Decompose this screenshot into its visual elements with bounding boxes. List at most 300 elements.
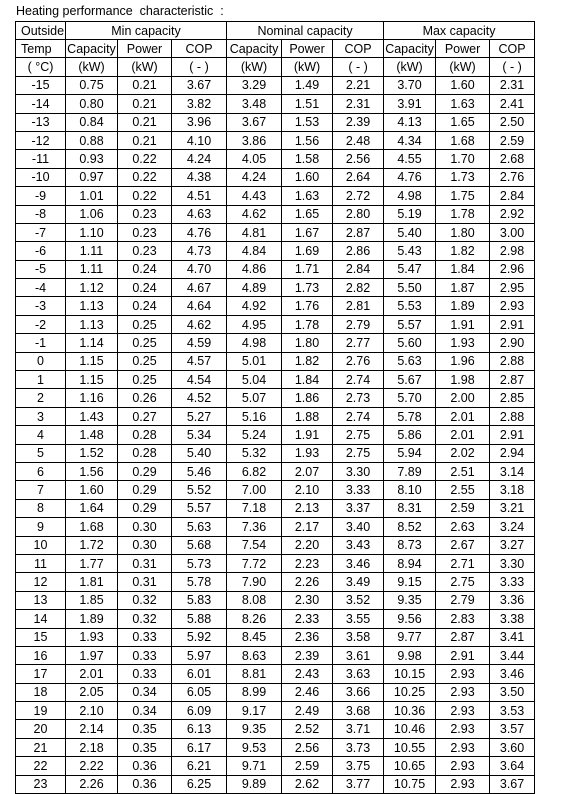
nominal-power-cell: 1.58: [282, 150, 333, 168]
nominal-cop-cell: 2.72: [333, 187, 384, 205]
nominal-capacity-cell: 8.08: [227, 591, 282, 609]
nominal-capacity-cell: 3.67: [227, 113, 282, 131]
min-power-cell: 0.33: [118, 646, 172, 664]
nominal-capacity-cell: 8.26: [227, 610, 282, 628]
min-capacity-cell: 1.48: [66, 426, 118, 444]
temp-cell: -12: [16, 131, 66, 149]
min-capacity-cell: 2.22: [66, 757, 118, 775]
nominal-capacity-cell: 4.24: [227, 168, 282, 186]
temp-cell: 8: [16, 499, 66, 517]
outside-header: Outside: [16, 22, 66, 40]
max-capacity-cell: 5.63: [384, 352, 436, 370]
min-capacity-cell: 1.14: [66, 334, 118, 352]
max-cop-cell: 2.88: [490, 352, 535, 370]
table-row: [16, 554, 535, 572]
nominal-power-cell: 1.78: [282, 315, 333, 333]
max-power-cell: 2.01: [436, 407, 490, 425]
nominal-capacity-cell: 8.81: [227, 665, 282, 683]
max-power-cell: 1.82: [436, 242, 490, 260]
max-capacity-cell: 9.98: [384, 646, 436, 664]
table-row: [16, 76, 535, 94]
nominal-cop-cell: 2.21: [333, 76, 384, 94]
max-cop-cell: 2.93: [490, 297, 535, 315]
table-row: [16, 205, 535, 223]
temp-cell: 4: [16, 426, 66, 444]
table-title: Heating performance characteristic :: [16, 4, 224, 18]
nominal-cop-cell: 3.46: [333, 554, 384, 572]
max-cop-cell: 2.41: [490, 95, 535, 113]
max-capacity-cell: 7.89: [384, 462, 436, 480]
nominal-capacity-cell: 4.81: [227, 223, 282, 241]
max-power-cell: 1.91: [436, 315, 490, 333]
min-power-cell: 0.24: [118, 297, 172, 315]
max-power-cell: 1.98: [436, 371, 490, 389]
max-capacity-cell: 5.78: [384, 407, 436, 425]
nominal-cop-cell: 3.52: [333, 591, 384, 609]
temp-header: Temp: [16, 40, 66, 58]
table-row: [16, 646, 535, 664]
temp-cell: 21: [16, 738, 66, 756]
min-capacity-cell: 1.43: [66, 407, 118, 425]
max-power-cell: 1.84: [436, 260, 490, 278]
nominal-capacity-cell: 7.72: [227, 554, 282, 572]
nominal-capacity-cell: 5.24: [227, 426, 282, 444]
table-row: [16, 628, 535, 646]
nominal-cop-cell: 3.61: [333, 646, 384, 664]
nominal-cop-cell: 3.68: [333, 702, 384, 720]
min-cop-cell: 4.76: [172, 223, 227, 241]
nominal-capacity-cell: 7.36: [227, 518, 282, 536]
nominal-cop-cell: 3.49: [333, 573, 384, 591]
min-cop-cell: 4.64: [172, 297, 227, 315]
heating-performance-table: [15, 21, 535, 794]
table-row: [16, 168, 535, 186]
temp-cell: 17: [16, 665, 66, 683]
min-power-cell: 0.35: [118, 738, 172, 756]
max-power-cell: 2.93: [436, 683, 490, 701]
max-cop-cell: 3.36: [490, 591, 535, 609]
min-power-cell: 0.33: [118, 665, 172, 683]
min-capacity-cell: 1.64: [66, 499, 118, 517]
max-capacity-cell: 4.98: [384, 187, 436, 205]
group-header-min: Min capacity: [66, 22, 227, 40]
column-header-nominal-power: Power: [282, 40, 333, 58]
max-capacity-cell: 10.46: [384, 720, 436, 738]
temp-cell: 1: [16, 371, 66, 389]
nominal-cop-cell: 2.79: [333, 315, 384, 333]
nominal-power-cell: 1.91: [282, 426, 333, 444]
max-capacity-cell: 5.67: [384, 371, 436, 389]
table-row: [16, 757, 535, 775]
max-cop-cell: 3.53: [490, 702, 535, 720]
max-power-cell: 1.60: [436, 76, 490, 94]
min-power-cell: 0.30: [118, 536, 172, 554]
min-power-cell: 0.31: [118, 554, 172, 572]
temp-cell: 5: [16, 444, 66, 462]
min-capacity-cell: 0.97: [66, 168, 118, 186]
min-power-cell: 0.23: [118, 242, 172, 260]
max-cop-cell: 2.87: [490, 371, 535, 389]
table-row: [16, 113, 535, 131]
table-row: [16, 591, 535, 609]
max-capacity-cell: 9.77: [384, 628, 436, 646]
max-cop-cell: 3.21: [490, 499, 535, 517]
max-capacity-cell: 5.50: [384, 279, 436, 297]
min-power-cell: 0.21: [118, 76, 172, 94]
table-row: [16, 131, 535, 149]
min-power-cell: 0.33: [118, 628, 172, 646]
max-capacity-cell: 10.65: [384, 757, 436, 775]
max-capacity-cell: 4.34: [384, 131, 436, 149]
nominal-cop-cell: 2.81: [333, 297, 384, 315]
max-cop-cell: 3.60: [490, 738, 535, 756]
min-power-cell: 0.34: [118, 702, 172, 720]
nominal-power-cell: 1.63: [282, 187, 333, 205]
max-cop-cell: 2.76: [490, 168, 535, 186]
min-capacity-cell: 2.10: [66, 702, 118, 720]
min-capacity-cell: 1.13: [66, 315, 118, 333]
min-power-cell: 0.29: [118, 481, 172, 499]
max-capacity-cell: 9.56: [384, 610, 436, 628]
max-cop-cell: 2.31: [490, 76, 535, 94]
min-cop-cell: 5.97: [172, 646, 227, 664]
min-capacity-cell: 1.97: [66, 646, 118, 664]
min-cop-cell: 6.01: [172, 665, 227, 683]
nominal-cop-cell: 3.63: [333, 665, 384, 683]
max-capacity-cell: 5.94: [384, 444, 436, 462]
nominal-cop-cell: 2.73: [333, 389, 384, 407]
min-cop-cell: 5.46: [172, 462, 227, 480]
max-capacity-cell: 5.86: [384, 426, 436, 444]
min-power-cell: 0.31: [118, 573, 172, 591]
nominal-power-cell: 1.82: [282, 352, 333, 370]
temp-cell: 20: [16, 720, 66, 738]
nominal-capacity-cell: 8.99: [227, 683, 282, 701]
max-capacity-cell: 8.73: [384, 536, 436, 554]
max-cop-cell: 3.33: [490, 573, 535, 591]
nominal-capacity-cell: 8.45: [227, 628, 282, 646]
nominal-cop-cell: 2.75: [333, 444, 384, 462]
max-cop-cell: 2.92: [490, 205, 535, 223]
max-capacity-cell: 5.57: [384, 315, 436, 333]
nominal-capacity-cell: 4.05: [227, 150, 282, 168]
max-power-cell: 2.02: [436, 444, 490, 462]
temp-cell: -9: [16, 187, 66, 205]
temp-cell: 9: [16, 518, 66, 536]
nominal-cop-cell: 3.43: [333, 536, 384, 554]
min-capacity-cell: 1.06: [66, 205, 118, 223]
max-cop-cell: 3.38: [490, 610, 535, 628]
min-capacity-cell: 0.88: [66, 131, 118, 149]
max-cop-cell: 3.18: [490, 481, 535, 499]
table-row: [16, 242, 535, 260]
nominal-cop-cell: 2.80: [333, 205, 384, 223]
min-power-cell: 0.30: [118, 518, 172, 536]
max-cop-cell: 2.68: [490, 150, 535, 168]
min-cop-cell: 5.27: [172, 407, 227, 425]
temp-cell: -14: [16, 95, 66, 113]
max-capacity-cell: 10.75: [384, 775, 436, 793]
min-cop-cell: 4.38: [172, 168, 227, 186]
min-capacity-cell: 1.13: [66, 297, 118, 315]
temp-cell: -11: [16, 150, 66, 168]
nominal-power-cell: 1.88: [282, 407, 333, 425]
temp-cell: 12: [16, 573, 66, 591]
min-power-cell: 0.21: [118, 95, 172, 113]
min-power-cell: 0.28: [118, 444, 172, 462]
table-row: [16, 95, 535, 113]
min-power-cell: 0.29: [118, 462, 172, 480]
min-cop-cell: 5.63: [172, 518, 227, 536]
max-cop-cell: 3.67: [490, 775, 535, 793]
nominal-capacity-cell: 4.43: [227, 187, 282, 205]
table-row: [16, 279, 535, 297]
nominal-cop-cell: 3.30: [333, 462, 384, 480]
min-cop-cell: 5.57: [172, 499, 227, 517]
min-capacity-cell: 1.01: [66, 187, 118, 205]
max-capacity-cell: 3.70: [384, 76, 436, 94]
min-capacity-cell: 1.16: [66, 389, 118, 407]
nominal-capacity-cell: 6.82: [227, 462, 282, 480]
table-row: [16, 407, 535, 425]
header-row-units: [16, 58, 535, 76]
min-capacity-cell: 0.84: [66, 113, 118, 131]
min-capacity-cell: 2.26: [66, 775, 118, 793]
max-power-cell: 2.91: [436, 646, 490, 664]
nominal-cop-cell: 2.77: [333, 334, 384, 352]
min-power-cell: 0.32: [118, 610, 172, 628]
table-row: [16, 260, 535, 278]
min-cop-cell: 5.73: [172, 554, 227, 572]
min-capacity-cell: 1.81: [66, 573, 118, 591]
temp-cell: 0: [16, 352, 66, 370]
max-cop-cell: 2.98: [490, 242, 535, 260]
nominal-capacity-cell: 9.17: [227, 702, 282, 720]
max-cop-cell: 3.14: [490, 462, 535, 480]
nominal-capacity-cell: 9.35: [227, 720, 282, 738]
max-cop-cell: 3.41: [490, 628, 535, 646]
max-cop-cell: 2.91: [490, 426, 535, 444]
max-capacity-cell: 10.36: [384, 702, 436, 720]
min-capacity-cell: 1.77: [66, 554, 118, 572]
temp-cell: 16: [16, 646, 66, 664]
max-cop-cell: 2.90: [490, 334, 535, 352]
min-power-cell: 0.24: [118, 279, 172, 297]
table-row: [16, 536, 535, 554]
max-cop-cell: 3.46: [490, 665, 535, 683]
min-power-cell: 0.27: [118, 407, 172, 425]
nominal-power-cell: 2.20: [282, 536, 333, 554]
min-capacity-cell: 1.11: [66, 242, 118, 260]
min-capacity-cell: 1.68: [66, 518, 118, 536]
nominal-power-cell: 2.59: [282, 757, 333, 775]
min-capacity-cell: 1.85: [66, 591, 118, 609]
unit-max-power: (kW): [436, 58, 490, 76]
max-cop-cell: 2.91: [490, 315, 535, 333]
nominal-power-cell: 2.07: [282, 462, 333, 480]
max-cop-cell: 3.50: [490, 683, 535, 701]
nominal-power-cell: 2.43: [282, 665, 333, 683]
min-capacity-cell: 2.05: [66, 683, 118, 701]
nominal-power-cell: 1.76: [282, 297, 333, 315]
nominal-cop-cell: 3.71: [333, 720, 384, 738]
temp-cell: 7: [16, 481, 66, 499]
nominal-cop-cell: 2.48: [333, 131, 384, 149]
nominal-cop-cell: 2.39: [333, 113, 384, 131]
min-power-cell: 0.35: [118, 720, 172, 738]
table-row: [16, 702, 535, 720]
min-cop-cell: 4.62: [172, 315, 227, 333]
nominal-cop-cell: 2.74: [333, 371, 384, 389]
unit-min-cop: ( - ): [172, 58, 227, 76]
max-cop-cell: 2.88: [490, 407, 535, 425]
nominal-capacity-cell: 7.90: [227, 573, 282, 591]
min-cop-cell: 5.88: [172, 610, 227, 628]
nominal-capacity-cell: 4.84: [227, 242, 282, 260]
temp-cell: 22: [16, 757, 66, 775]
min-cop-cell: 4.67: [172, 279, 227, 297]
nominal-cop-cell: 2.82: [333, 279, 384, 297]
nominal-cop-cell: 3.33: [333, 481, 384, 499]
nominal-power-cell: 2.10: [282, 481, 333, 499]
max-power-cell: 1.65: [436, 113, 490, 131]
max-power-cell: 1.87: [436, 279, 490, 297]
min-capacity-cell: 2.18: [66, 738, 118, 756]
min-capacity-cell: 0.75: [66, 76, 118, 94]
max-power-cell: 2.63: [436, 518, 490, 536]
max-power-cell: 2.93: [436, 720, 490, 738]
temp-cell: 19: [16, 702, 66, 720]
max-cop-cell: 2.85: [490, 389, 535, 407]
min-power-cell: 0.29: [118, 499, 172, 517]
nominal-capacity-cell: 4.92: [227, 297, 282, 315]
max-capacity-cell: 5.70: [384, 389, 436, 407]
min-power-cell: 0.28: [118, 426, 172, 444]
max-power-cell: 2.75: [436, 573, 490, 591]
unit-max-cop: ( - ): [490, 58, 535, 76]
min-power-cell: 0.26: [118, 389, 172, 407]
nominal-power-cell: 2.49: [282, 702, 333, 720]
max-capacity-cell: 9.15: [384, 573, 436, 591]
nominal-power-cell: 1.93: [282, 444, 333, 462]
min-capacity-cell: 1.89: [66, 610, 118, 628]
temp-cell: -1: [16, 334, 66, 352]
nominal-cop-cell: 2.76: [333, 352, 384, 370]
unit-max-capacity: (kW): [384, 58, 436, 76]
nominal-power-cell: 1.73: [282, 279, 333, 297]
nominal-capacity-cell: 9.89: [227, 775, 282, 793]
nominal-capacity-cell: 4.62: [227, 205, 282, 223]
min-power-cell: 0.22: [118, 150, 172, 168]
min-power-cell: 0.32: [118, 591, 172, 609]
max-power-cell: 1.89: [436, 297, 490, 315]
min-cop-cell: 6.05: [172, 683, 227, 701]
max-capacity-cell: 5.40: [384, 223, 436, 241]
max-cop-cell: 2.84: [490, 187, 535, 205]
min-capacity-cell: 1.52: [66, 444, 118, 462]
table-row: [16, 481, 535, 499]
min-cop-cell: 6.25: [172, 775, 227, 793]
nominal-capacity-cell: 7.00: [227, 481, 282, 499]
nominal-power-cell: 2.17: [282, 518, 333, 536]
max-cop-cell: 3.44: [490, 646, 535, 664]
unit-temp: ( °C): [16, 58, 66, 76]
nominal-cop-cell: 3.40: [333, 518, 384, 536]
max-cop-cell: 2.94: [490, 444, 535, 462]
max-power-cell: 1.78: [436, 205, 490, 223]
table-row: [16, 297, 535, 315]
nominal-capacity-cell: 5.04: [227, 371, 282, 389]
table-row: [16, 223, 535, 241]
max-capacity-cell: 10.25: [384, 683, 436, 701]
nominal-power-cell: 1.86: [282, 389, 333, 407]
table-row: [16, 315, 535, 333]
min-power-cell: 0.36: [118, 757, 172, 775]
max-capacity-cell: 8.31: [384, 499, 436, 517]
temp-cell: 10: [16, 536, 66, 554]
min-power-cell: 0.36: [118, 775, 172, 793]
table-row: [16, 518, 535, 536]
header-row-groups: [16, 22, 535, 40]
max-power-cell: 2.55: [436, 481, 490, 499]
min-power-cell: 0.22: [118, 168, 172, 186]
min-power-cell: 0.23: [118, 223, 172, 241]
nominal-power-cell: 2.46: [282, 683, 333, 701]
nominal-capacity-cell: 9.71: [227, 757, 282, 775]
temp-cell: 14: [16, 610, 66, 628]
min-cop-cell: 4.51: [172, 187, 227, 205]
min-cop-cell: 6.09: [172, 702, 227, 720]
max-power-cell: 2.93: [436, 775, 490, 793]
nominal-power-cell: 1.53: [282, 113, 333, 131]
max-power-cell: 2.51: [436, 462, 490, 480]
max-power-cell: 1.75: [436, 187, 490, 205]
nominal-power-cell: 2.26: [282, 573, 333, 591]
max-power-cell: 2.83: [436, 610, 490, 628]
temp-cell: -8: [16, 205, 66, 223]
max-power-cell: 2.79: [436, 591, 490, 609]
table-row: [16, 720, 535, 738]
header-row-columns: [16, 40, 535, 58]
temp-cell: 15: [16, 628, 66, 646]
nominal-cop-cell: 3.73: [333, 738, 384, 756]
min-cop-cell: 5.92: [172, 628, 227, 646]
nominal-power-cell: 1.71: [282, 260, 333, 278]
max-cop-cell: 3.64: [490, 757, 535, 775]
nominal-capacity-cell: 5.16: [227, 407, 282, 425]
nominal-power-cell: 2.36: [282, 628, 333, 646]
max-capacity-cell: 3.91: [384, 95, 436, 113]
unit-nominal-power: (kW): [282, 58, 333, 76]
max-capacity-cell: 9.35: [384, 591, 436, 609]
table-row: [16, 150, 535, 168]
max-power-cell: 2.71: [436, 554, 490, 572]
column-header-min-power: Power: [118, 40, 172, 58]
nominal-cop-cell: 2.75: [333, 426, 384, 444]
max-capacity-cell: 5.19: [384, 205, 436, 223]
nominal-capacity-cell: 4.98: [227, 334, 282, 352]
min-capacity-cell: 0.93: [66, 150, 118, 168]
unit-nominal-capacity: (kW): [227, 58, 282, 76]
max-capacity-cell: 8.52: [384, 518, 436, 536]
min-capacity-cell: 1.15: [66, 371, 118, 389]
min-capacity-cell: 2.14: [66, 720, 118, 738]
max-power-cell: 2.93: [436, 738, 490, 756]
temp-cell: -2: [16, 315, 66, 333]
min-power-cell: 0.25: [118, 352, 172, 370]
max-cop-cell: 2.50: [490, 113, 535, 131]
min-power-cell: 0.25: [118, 334, 172, 352]
